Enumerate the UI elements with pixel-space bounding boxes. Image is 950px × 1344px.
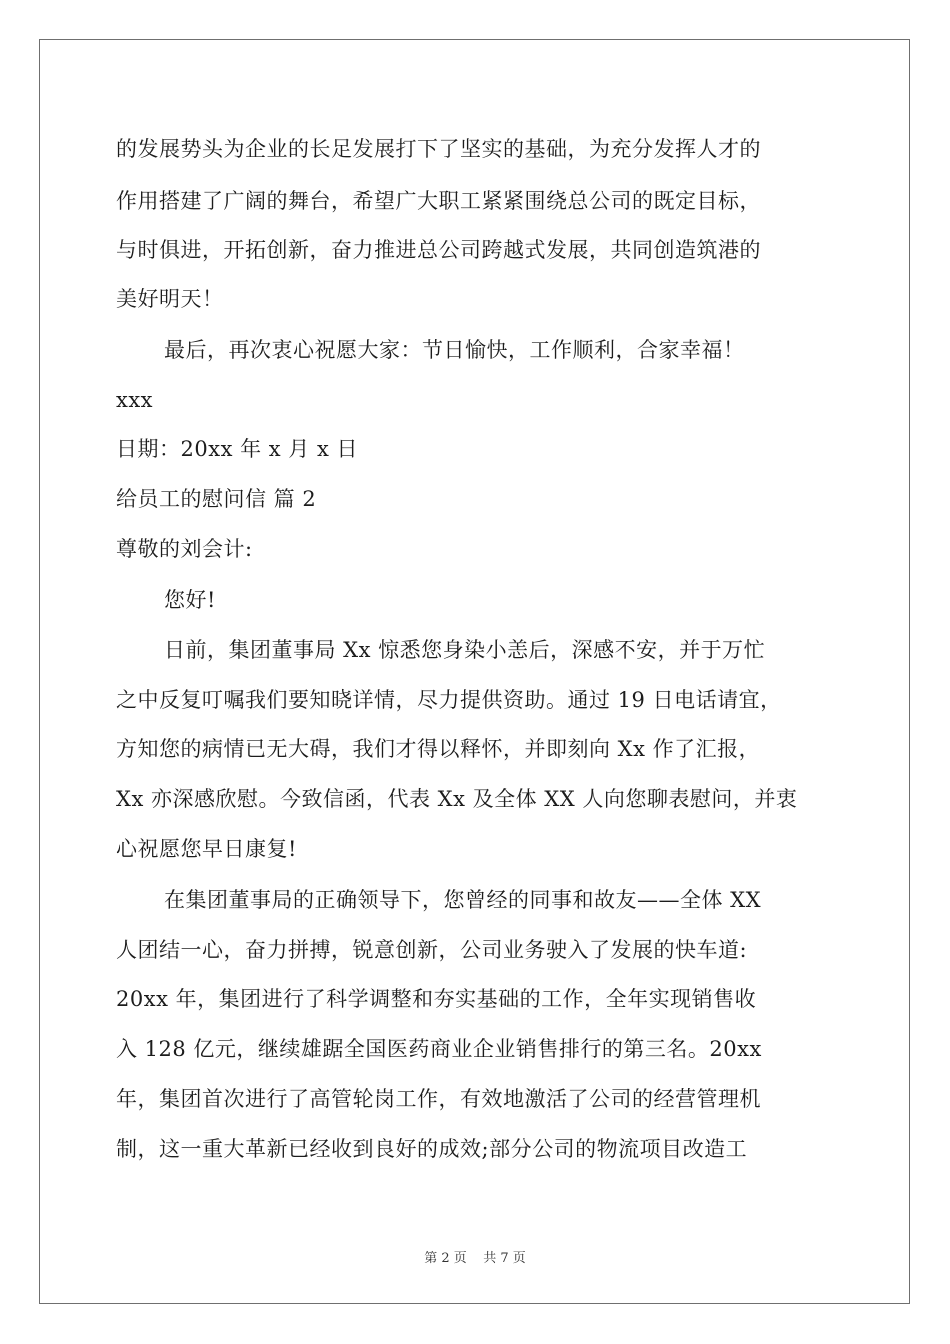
text-line: 与时俱进，开拓创新，奋力推进总公司跨越式发展，共同创造筑港的 [116, 238, 761, 262]
salutation: 尊敬的刘会计: [116, 537, 253, 561]
text-line: 美好明天！ [116, 287, 224, 311]
greeting: 您好! [164, 588, 216, 612]
text-line: 日前，集团董事局 Xx 惊悉您身染小恙后，深感不安，并于万忙 [164, 638, 766, 662]
text-line: 年，集团首次进行了高管轮岗工作，有效地激活了公司的经营管理机 [116, 1087, 761, 1111]
text-line: 人团结一心，奋力拼搏，锐意创新，公司业务驶入了发展的快车道: [116, 938, 748, 962]
signature-name: xxx [116, 388, 154, 412]
text-line: 在集团董事局的正确领导下，您曾经的同事和故友——全体 XX [164, 888, 762, 912]
text-line: Xx 亦深感欣慰。今致信函，代表 Xx 及全体 XX 人向您聊表慰问，并衷 [116, 787, 798, 811]
text-line: 作用搭建了广阔的舞台，希望广大职工紧紧围绕总公司的既定目标， [116, 189, 761, 213]
page-number: 第 2 页 共 7 页 [424, 1251, 526, 1266]
text-line: 之中反复叮嘱我们要知晓详情，尽力提供资助。通过 19 日电话请宜， [116, 688, 782, 712]
section-title: 给员工的慰问信 篇 2 [116, 487, 317, 511]
text-line: 制，这一重大革新已经收到良好的成效;部分公司的物流项目改造工 [116, 1137, 748, 1161]
text-line: 最后，再次衷心祝愿大家：节日愉快，工作顺利，合家幸福！ [164, 338, 745, 362]
date-line: 日期：20xx 年 x 月 x 日 [116, 437, 358, 461]
text-line: 20xx 年，集团进行了科学调整和夯实基础的工作，全年实现销售收 [116, 987, 757, 1011]
text-line: 的发展势头为企业的长足发展打下了坚实的基础，为充分发挥人才的 [116, 137, 761, 161]
text-line: 心祝愿您早日康复! [116, 837, 297, 861]
text-line: 方知您的病情已无大碍，我们才得以释怀，并即刻向 Xx 作了汇报， [116, 737, 761, 761]
page-border [39, 39, 910, 1304]
text-line: 入 128 亿元，继续雄踞全国医药商业企业销售排行的第三名。20xx [116, 1037, 762, 1061]
